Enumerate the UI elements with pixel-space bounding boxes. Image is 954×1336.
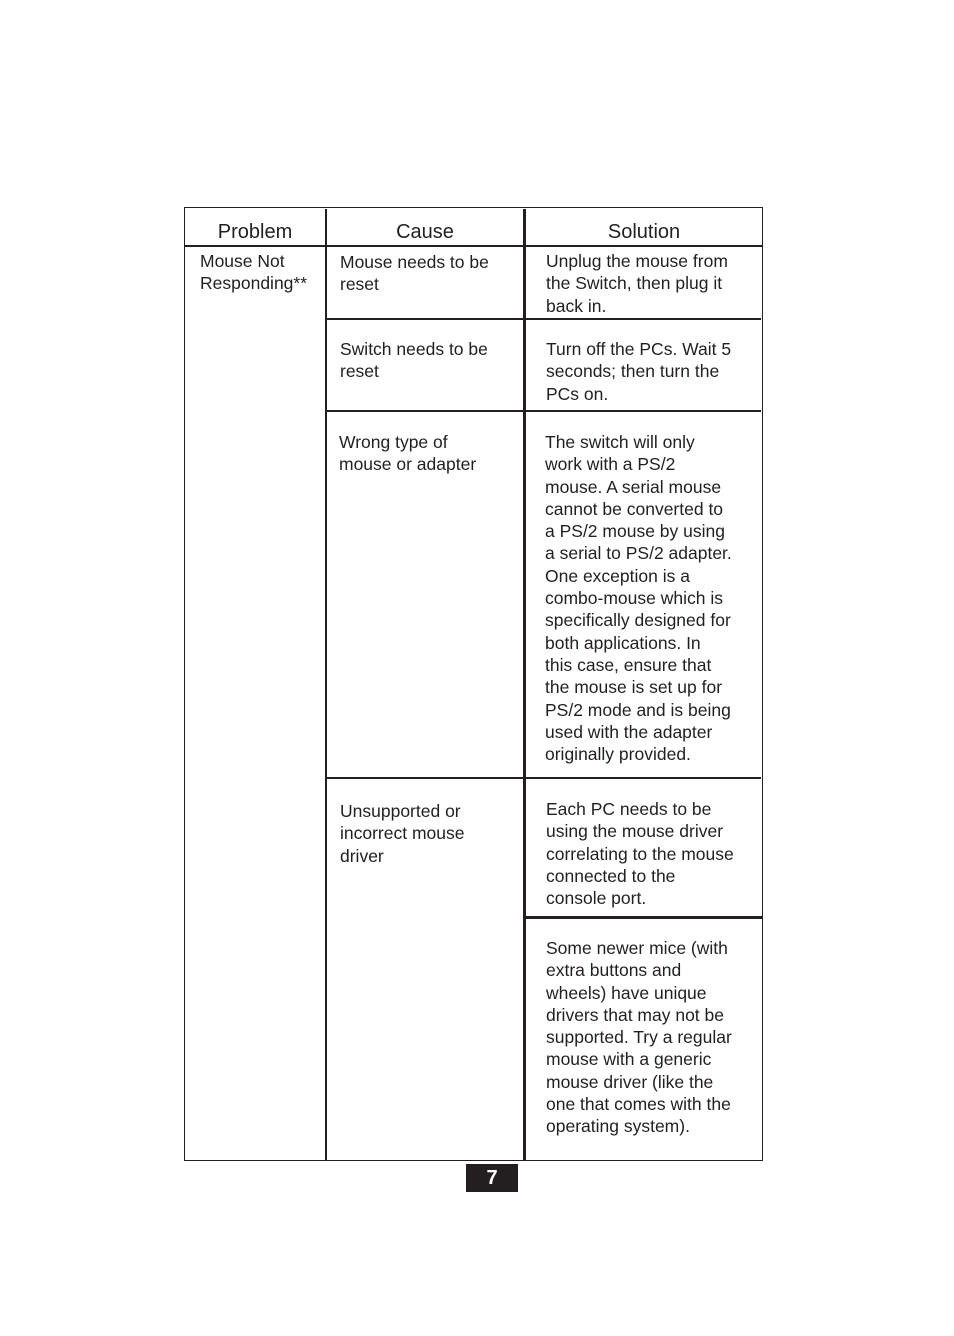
- solution-cell-4: Each PC needs to be using the mouse driver correlating to the mouse connected to the console port.: [546, 799, 734, 909]
- page-number: 7: [466, 1164, 518, 1192]
- header-divider: [185, 245, 762, 247]
- column-divider-problem-cause: [325, 209, 327, 1160]
- cause-cell-4: Unsupported or incorrect mouse driver: [340, 801, 465, 866]
- row-divider-2: [327, 410, 761, 412]
- cause-cell-3: Wrong type of mouse or adapter: [339, 432, 477, 475]
- header-problem: Problem: [217, 221, 293, 243]
- cause-cell-2: Switch needs to be reset: [340, 339, 488, 382]
- row-divider-1: [327, 318, 761, 320]
- row-divider-3: [327, 777, 761, 779]
- header-cause: Cause: [396, 221, 454, 243]
- solution-cell-1: Unplug the mouse from the Switch, then plug it back in.: [546, 251, 728, 316]
- header-solution: Solution: [607, 221, 681, 243]
- solution-cell-5: Some newer mice (with extra buttons and wheels) have unique drivers that may not be supported. Try a regular mouse with a generic mouse driver (like the one that comes with the operating system).: [546, 938, 732, 1137]
- solution-divider-4: [526, 916, 762, 919]
- problem-cell: Mouse Not Responding**: [200, 251, 308, 294]
- solution-cell-3: The switch will only work with a PS/2 mouse. A serial mouse cannot be converted to a PS/2 mouse by using a serial to PS/2 adapter. One exception is a combo-mouse which is specifically designed for both applications. In this case, ensure that the mouse is set up for PS/2 mode and is being used with the adapter originally provided.: [545, 432, 732, 765]
- cause-cell-1: Mouse needs to be reset: [340, 252, 489, 295]
- column-divider-cause-solution: [523, 209, 526, 1160]
- solution-cell-2: Turn off the PCs. Wait 5 seconds; then turn the PCs on.: [546, 339, 732, 404]
